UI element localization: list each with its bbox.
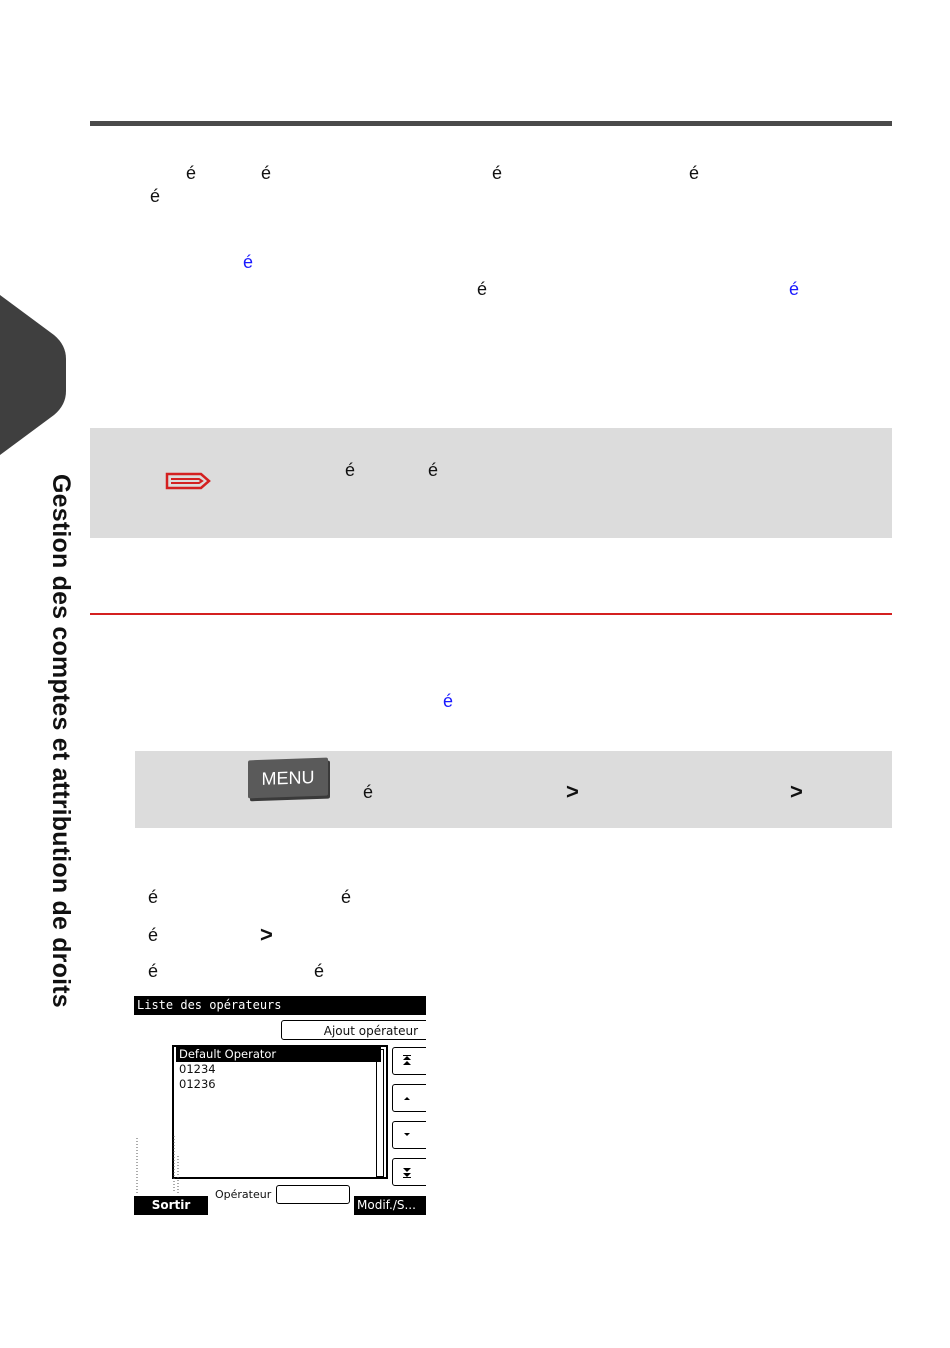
text-fragment: é [477, 279, 488, 299]
text-fragment: é [148, 925, 159, 945]
path-separator: > [260, 922, 273, 947]
paperclip-note-icon [163, 470, 213, 492]
text-fragment: é [150, 186, 161, 206]
link-fragment[interactable]: é [243, 252, 254, 272]
operator-field[interactable] [276, 1185, 350, 1204]
modify-button[interactable]: Modif./S... [354, 1196, 426, 1215]
menu-button[interactable]: MENU [248, 758, 328, 799]
text-fragment: é [341, 887, 352, 907]
page-down-icon[interactable] [392, 1121, 426, 1149]
link-fragment[interactable]: é [443, 691, 454, 711]
first-page-icon[interactable] [392, 1047, 426, 1075]
list-item[interactable]: 01236 [179, 1077, 216, 1091]
screen-artifact [134, 1136, 184, 1196]
text-fragment: é [314, 961, 325, 981]
operator-list-screen [134, 996, 426, 1215]
list-scrollbar[interactable] [376, 1049, 384, 1177]
add-operator-button[interactable]: Ajout opérateur [281, 1020, 426, 1040]
page-up-icon[interactable] [392, 1084, 426, 1112]
text-fragment: é [261, 163, 272, 183]
section-rule [90, 613, 892, 615]
screen-title: Liste des opérateurs [134, 996, 426, 1015]
text-fragment: é [148, 887, 159, 907]
text-fragment: é [428, 460, 439, 480]
path-separator: > [790, 779, 803, 804]
list-item[interactable]: 01234 [179, 1062, 216, 1076]
list-item[interactable]: Default Operator [176, 1047, 381, 1062]
exit-button[interactable]: Sortir [134, 1196, 208, 1215]
operator-label: Opérateur [215, 1188, 272, 1201]
text-fragment: é [363, 782, 374, 802]
text-fragment: é [345, 460, 356, 480]
last-page-icon[interactable] [392, 1158, 426, 1186]
chapter-tab [0, 295, 66, 455]
text-fragment: é [689, 163, 700, 183]
top-rule [90, 121, 892, 126]
text-fragment: é [148, 961, 159, 981]
text-fragment: é [186, 163, 197, 183]
text-fragment: é [492, 163, 503, 183]
path-separator: > [566, 779, 579, 804]
chapter-side-title: Gestion des comptes et attribution de droits [47, 474, 75, 1008]
link-fragment[interactable]: é [789, 279, 800, 299]
operator-list[interactable] [172, 1045, 388, 1179]
